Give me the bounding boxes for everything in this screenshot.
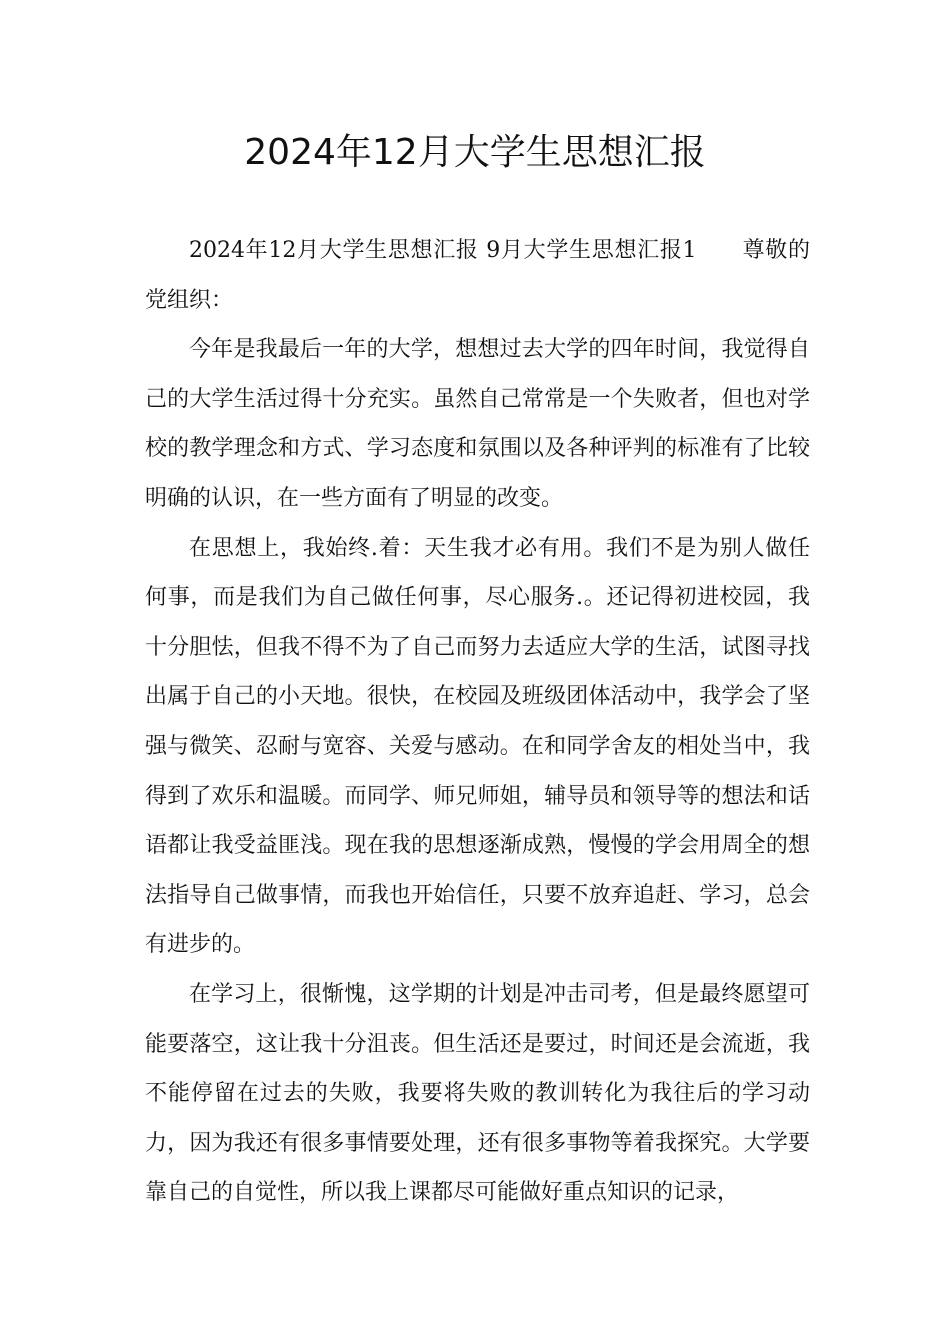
paragraph-study: 在学习上，很惭愧，这学期的计划是冲击司考，但是最终愿望可能要落空，这让我十分沮丧。但生活还是要过，时间还是会流逝，我不能停留在过去的失败，我要将失败的教训转化为我往后的学习动力，因为我还有很多事情要处理，还有很多事物等着我探究。大学要靠自己的自觉性，所以我上课都尽可能做好重点知识的记录， — [145, 981, 810, 1206]
page-title: 2024年12月大学生思想汇报 — [244, 132, 706, 173]
paragraph-thought: 在思想上，我始终.着：天生我才必有用。我们不是为别人做任何事，而是我们为自己做任何事，尽心服务.。还记得初进校园，我十分胆怯，但我不得不为了自己而努力去适应大学的生活，试图寻找出属于自己的小天地。很快，在校园及班级团体活动中，我学会了坚强与微笑、忍耐与宽容、关爱与感动。在和同学舍友的相处当中，我得到了欢乐和温暖。而同学、师兄师姐，辅导员和领导等的想法和话语都让我受益匪浅。现在我的思想逐渐成熟，慢慢的学会用周全的想法指导自己做事情，而我也开始信任，只要不放弃追赶、学习，总会有进步的。 — [145, 535, 810, 958]
paragraph-greeting: 2024年12月大学生思想汇报 9月大学生思想汇报1 尊敬的党组织： — [145, 238, 810, 313]
paragraph-intro: 今年是我最后一年的大学，想想过去大学的四年时间，我觉得自己的大学生活过得十分充实。虽然自己常常是一个失败者，但也对学校的教学理念和方式、学习态度和氛围以及各种评判的标准有了比较明确的认识，在一些方面有了明显的改变。 — [145, 337, 810, 511]
document-body — [145, 226, 810, 1218]
